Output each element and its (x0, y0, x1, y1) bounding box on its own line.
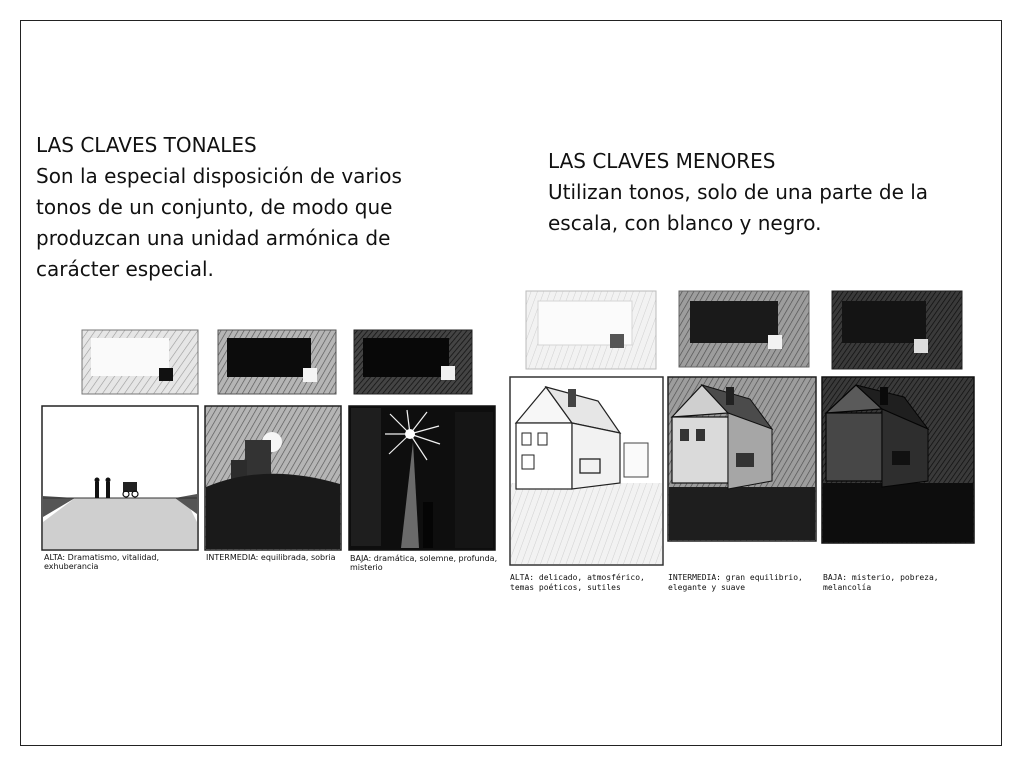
minor-swatch-high (526, 291, 656, 369)
minor-scene-low (822, 377, 974, 543)
tonal-keys-line-1: Son la especial disposición de varios (36, 164, 402, 188)
minor-scene-high (510, 377, 663, 565)
tonal-keys-line-4: carácter especial. (36, 257, 214, 281)
minor-caption-low: BAJA: misterio, pobreza, melancolía (823, 573, 939, 592)
minor-swatch-intermediate (679, 291, 809, 367)
tonal-scene-high (42, 406, 198, 550)
minor-scene-intermediate (668, 377, 816, 541)
tonal-caption-low-1: BAJA: dramática, solemne, profunda, (350, 554, 498, 563)
minor-keys-text (548, 146, 968, 239)
minor-keys-illustration (502, 283, 984, 601)
minor-caption-intermediate-1: INTERMEDIA: gran equilibrio, (668, 573, 803, 582)
minor-caption-high-1: ALTA: delicado, atmosférico, (510, 573, 645, 582)
minor-caption-high-2: temas poéticos, sutiles (510, 583, 621, 592)
minor-keys-line-2: escala, con blanco y negro. (548, 211, 822, 235)
tonal-keys-illustration (35, 322, 499, 582)
tonal-swatch-high (82, 330, 198, 394)
tonal-scene-low (349, 406, 495, 550)
minor-keys-title: LAS CLAVES MENORES (548, 149, 776, 173)
minor-caption-intermediate-2: elegante y suave (668, 583, 746, 592)
minor-swatch-low (832, 291, 962, 369)
tonal-scene-intermediate (205, 406, 341, 550)
minor-keys-line-1: Utilizan tonos, solo de una parte de la (548, 180, 929, 204)
tonal-swatch-low (354, 330, 472, 394)
tonal-caption-intermediate: INTERMEDIA: equilibrada, sobria (206, 553, 336, 562)
tonal-keys-title: LAS CLAVES TONALES (36, 133, 257, 157)
tonal-keys-text (36, 130, 436, 285)
tonal-keys-line-3: produzcan una unidad armónica de (36, 226, 391, 250)
tonal-caption-high: ALTA: Dramatismo, vitalidad, exhuberancia (44, 553, 160, 571)
tonal-swatch-intermediate (218, 330, 336, 394)
tonal-caption-low-2: misterio (350, 563, 383, 572)
tonal-keys-line-2: tonos de un conjunto, de modo que (36, 195, 393, 219)
